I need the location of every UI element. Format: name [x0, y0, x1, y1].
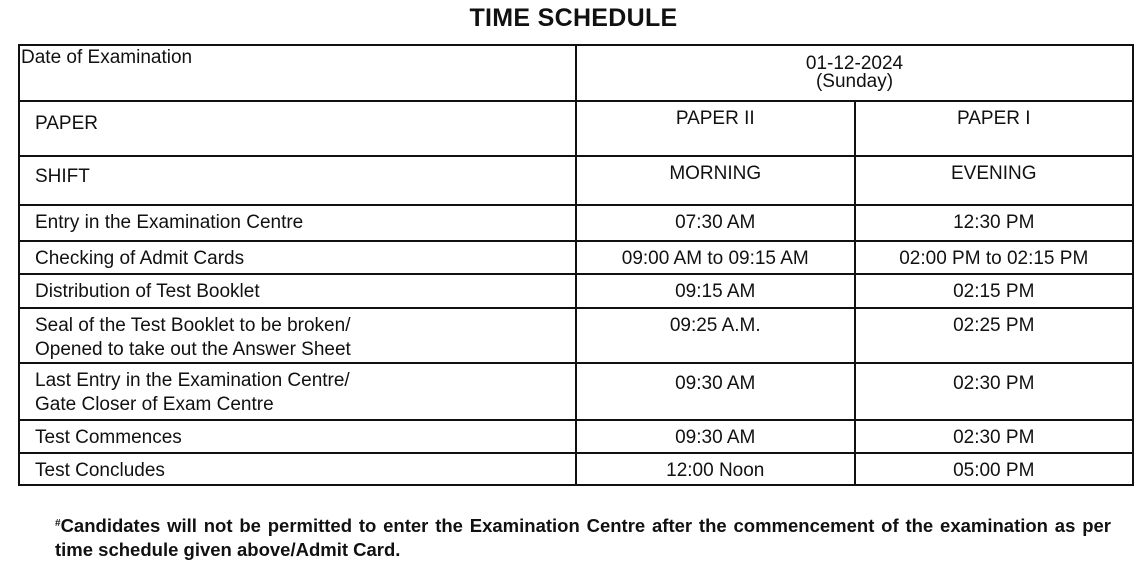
- paper-evening: PAPER I: [855, 101, 1134, 156]
- footnote-text: Candidates will not be permitted to enter the Examination Centre after the commencement of the examination as per time schedule given above/Admit Card.: [55, 515, 1111, 560]
- shift-row: [19, 156, 1133, 205]
- row-label: Checking of Admit Cards: [19, 241, 576, 274]
- footnote: [55, 514, 1111, 562]
- row-evening: 02:00 PM to 02:15 PM: [855, 241, 1134, 274]
- row-label: Test Concludes: [19, 453, 576, 485]
- table-row: [19, 205, 1133, 241]
- date-row: [19, 45, 1133, 101]
- row-label-line2: Opened to take out the Answer Sheet: [35, 339, 351, 360]
- row-label-line2: Gate Closer of Exam Centre: [35, 394, 274, 415]
- row-label-line1: Seal of the Test Booklet to be broken/: [35, 315, 351, 336]
- shift-morning: MORNING: [576, 156, 855, 205]
- row-evening: 05:00 PM: [855, 453, 1134, 485]
- row-label: Test Commences: [19, 420, 576, 453]
- row-evening: 02:30 PM: [855, 363, 1134, 420]
- row-morning: 09:30 AM: [576, 420, 855, 453]
- row-label: [19, 308, 576, 363]
- row-morning: 09:15 AM: [576, 274, 855, 308]
- row-label-line1: Last Entry in the Examination Centre/: [35, 370, 350, 391]
- date-cell: [576, 45, 1133, 101]
- row-evening: 02:25 PM: [855, 308, 1134, 363]
- paper-row: [19, 101, 1133, 156]
- row-morning: 12:00 Noon: [576, 453, 855, 485]
- row-evening: 02:30 PM: [855, 420, 1134, 453]
- paper-morning: PAPER II: [576, 101, 855, 156]
- page-title: TIME SCHEDULE: [469, 4, 678, 32]
- shift-label: SHIFT: [19, 156, 576, 205]
- table-row: [19, 308, 1133, 363]
- date-day: (Sunday): [815, 71, 894, 92]
- time-schedule-table: [18, 44, 1134, 486]
- date-value: 01-12-2024: [805, 53, 904, 74]
- row-morning: 09:25 A.M.: [576, 308, 855, 363]
- row-evening: 12:30 PM: [855, 205, 1134, 241]
- row-label: Entry in the Examination Centre: [19, 205, 576, 241]
- row-morning: 09:00 AM to 09:15 AM: [576, 241, 855, 274]
- row-label: Distribution of Test Booklet: [19, 274, 576, 308]
- row-morning: 09:30 AM: [576, 363, 855, 420]
- table-row: [19, 241, 1133, 274]
- shift-evening: EVENING: [855, 156, 1134, 205]
- table-row: [19, 453, 1133, 485]
- table-row: [19, 363, 1133, 420]
- row-morning: 07:30 AM: [576, 205, 855, 241]
- date-label: Date of Examination: [19, 45, 576, 101]
- table-row: [19, 274, 1133, 308]
- row-label: [19, 363, 576, 420]
- table-row: [19, 420, 1133, 453]
- row-evening: 02:15 PM: [855, 274, 1134, 308]
- paper-label: PAPER: [19, 101, 576, 156]
- footnote-mark: #: [55, 518, 61, 529]
